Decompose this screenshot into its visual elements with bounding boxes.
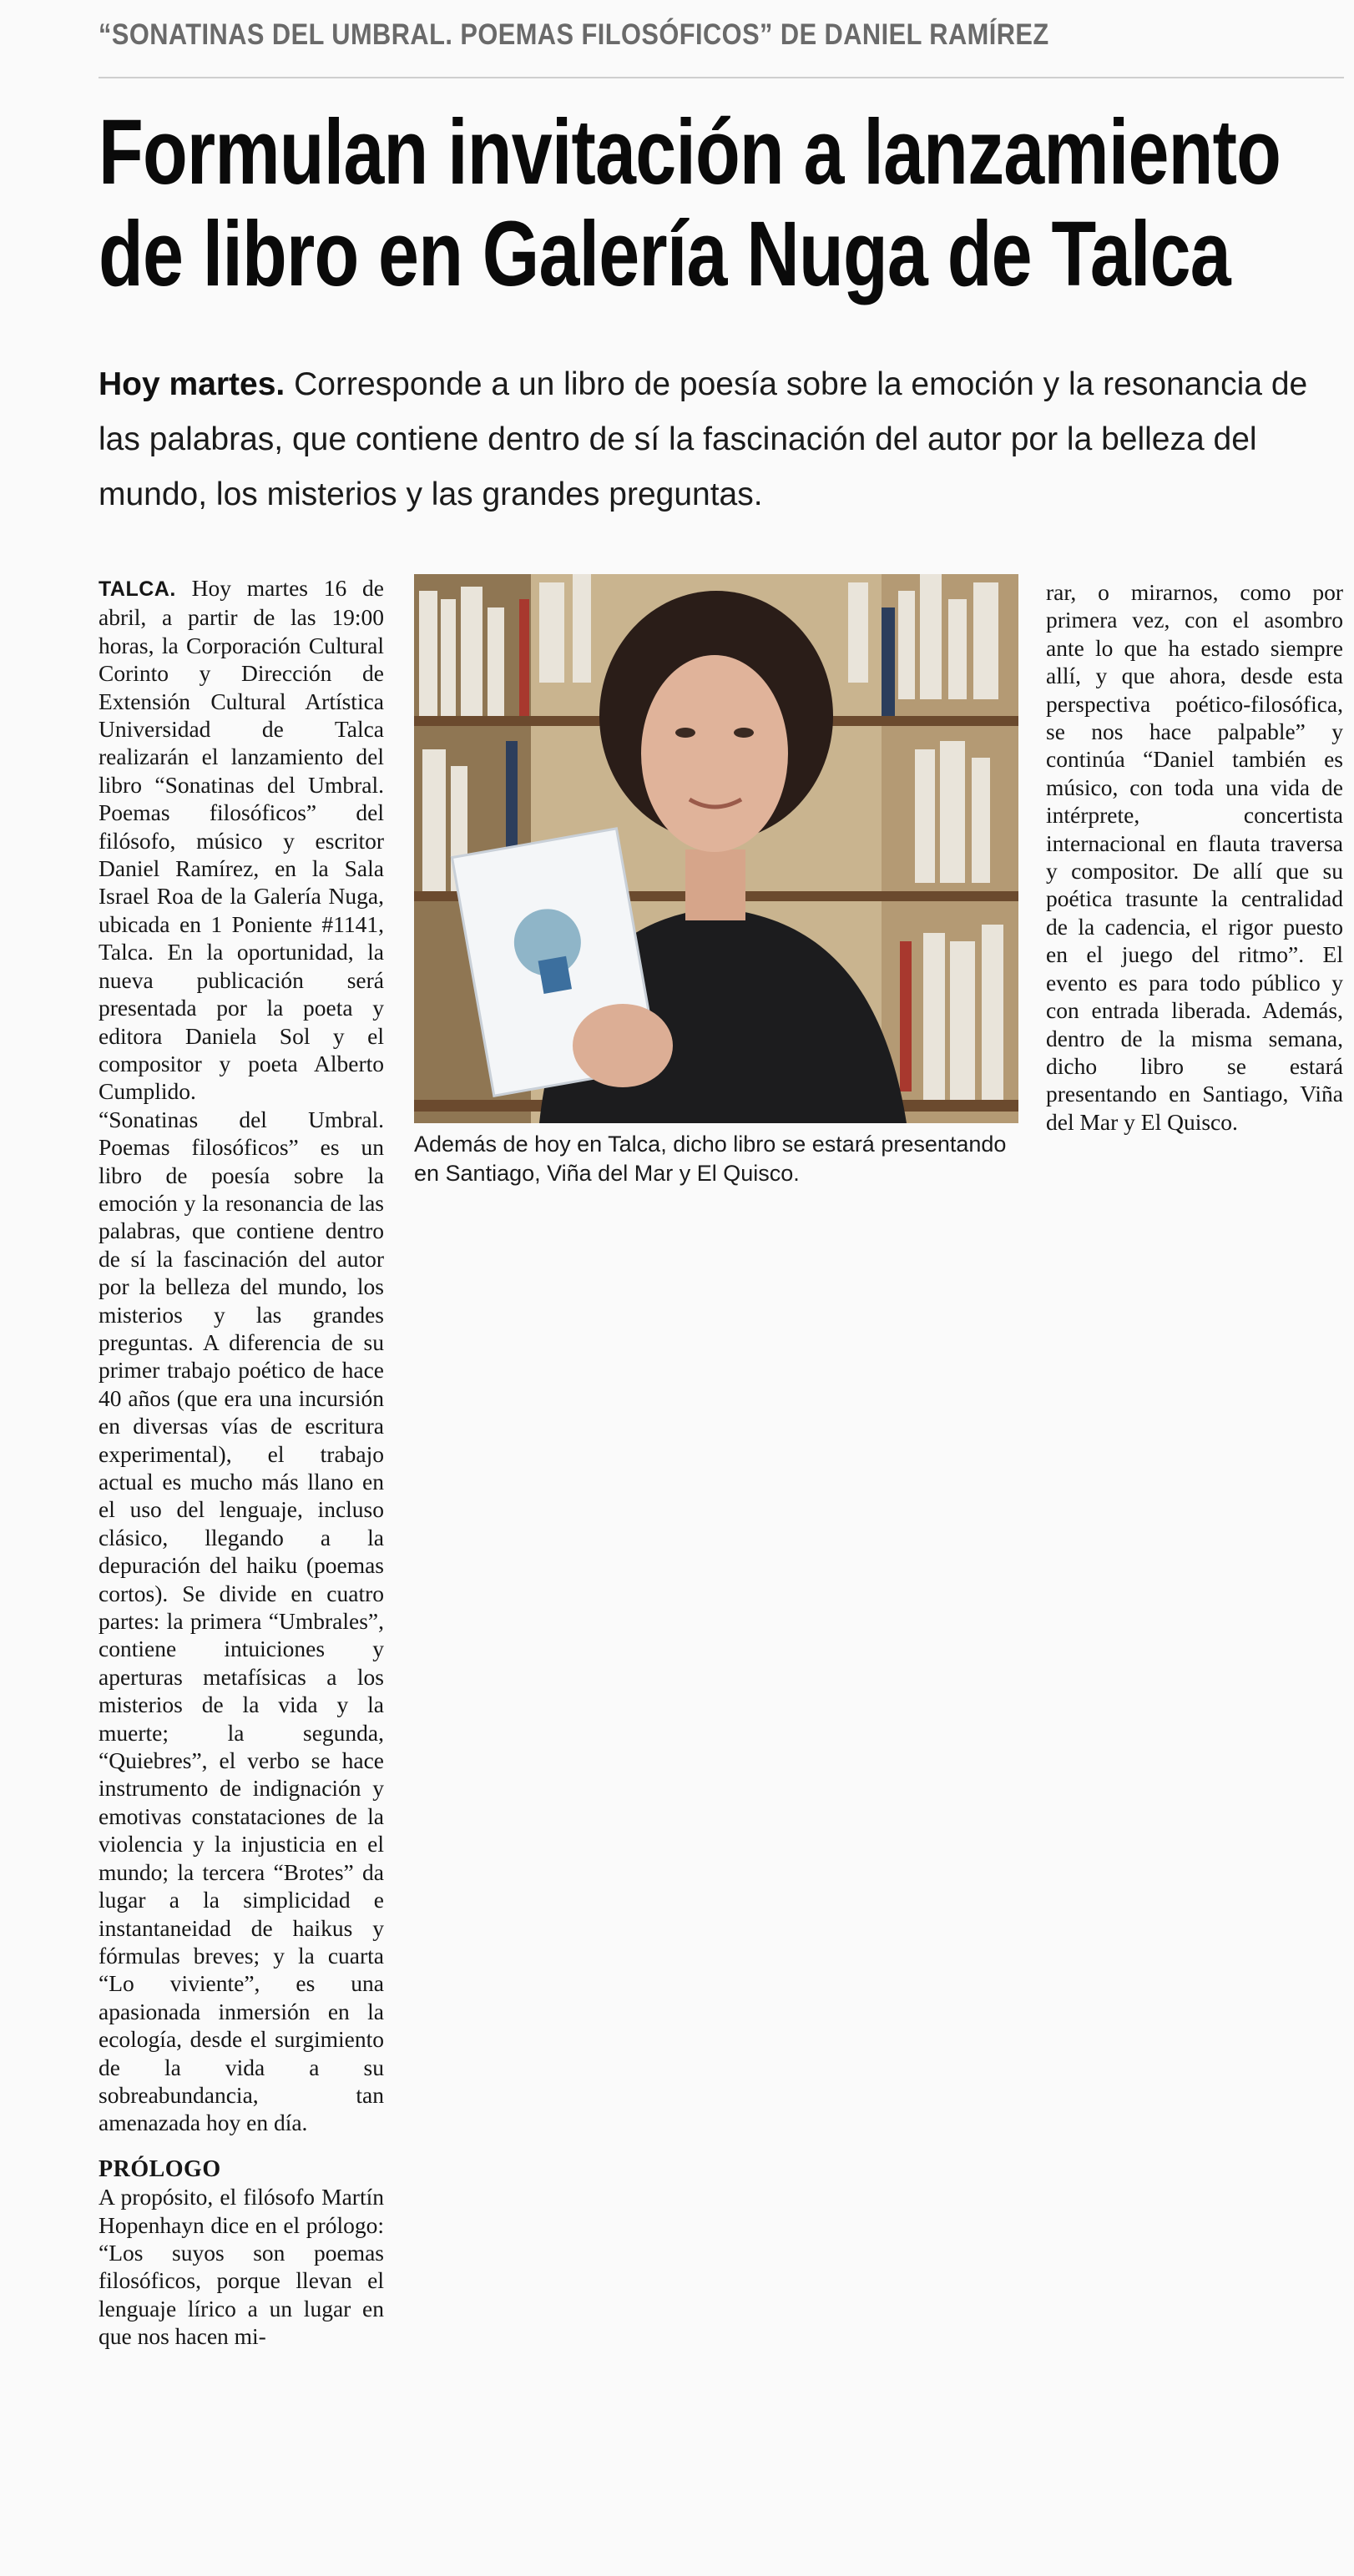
body-paragraph-4: rar, o mirarnos, como por primera vez, con el asombro ante lo que ha estado siempre allí, y que ahora, desde esta perspectiva poético-filosófica, se nos hace palpable” y continúa “Daniel también es músico, con toda una vida de intérprete, concertista internacional en flauta traversa y compositor. De allí que su poética trasunte la centralidad de la cadencia, el rigor puesto en el juego del ritmo”. El evento es para todo público y con entrada liberada. Además, dentro de la misma semana, dicho libro se estará presentando en Santiago, Viña del Mar y El Quisco.: [1046, 579, 1343, 1135]
kicker-divider: [99, 77, 1344, 78]
photo-caption: Además de hoy en Talca, dicho libro se estará presentando en Santiago, Viña del Mar y El Quisco.: [414, 1132, 1007, 1186]
paragraph-1-text: Hoy martes 16 de abril, a partir de las 19:00 horas, la Corporación Cultural Corinto y Dirección de Extensión Cultural Artística Universidad de Talca realizarán el lanzamiento del libro “Sonatinas del Umbral. Poemas filosóficos” del filósofo, músico y escritor Daniel Ramírez, en la Sala Israel Roa de la Galería Nuga, ubicada en 1 Poniente #1141, Talca. En la oportunidad, la nueva publicación será presentada por la poeta y editora Daniela Sol y el compositor y poeta Alberto Cumplido.: [99, 575, 385, 1105]
body-paragraph-1: [99, 574, 384, 1106]
deck-lead: Hoy martes.: [99, 366, 285, 402]
article-kicker: “SONATINAS DEL UMBRAL. POEMAS FILOSÓFICOS” DE DANIEL RAMÍREZ: [99, 18, 1049, 51]
deck-text: Corresponde a un libro de poesía sobre la emoción y la resonancia de las palabras, que contiene dentro de sí la fascinación del autor por la belleza del mundo, los misterios y las grandes preguntas.: [99, 366, 1308, 512]
headline-line-2: de libro en Galería Nuga de Talca: [99, 203, 1230, 305]
body-column-3: [1046, 578, 1343, 1136]
article-headline: [99, 102, 1301, 305]
section-subhead: PRÓLOGO: [99, 2155, 221, 2182]
article-photo: [414, 574, 1018, 1123]
body-paragraph-2: “Sonatinas del Umbral. Poemas filosóficos” es un libro de poesía sobre la emoción y la resonancia de las palabras, que contiene dentro de sí la fascinación del autor por la belleza del mundo, los misterios y las grandes preguntas. A diferencia de su primer trabajo poético de hace 40 años (que era una incursión en diversas vías de escritura experimental), el trabajo actual es mucho más llano en el uso del lenguaje, incluso clásico, llegando a la depuración del haiku (poemas cortos). Se divide en cuatro partes: la primera “Umbrales”, contiene intuiciones y aperturas metafísicas a los misterios de la vida y la muerte; la segunda, “Quiebres”, el verbo se hace instrumento de indignación y emotivas constataciones de la violencia y la injusticia en el mundo; la tercera “Brotes” da lugar a la simplicidad e instantaneidad de haikus y fórmulas breves; y la cuarta “Lo viviente”, es una apasionada inmersión en la ecología, desde el surgimiento de la vida a su sobreabundancia, tan amenazada hoy en día.: [99, 1106, 384, 2136]
author-photo-illustration: [414, 574, 1018, 1123]
body-paragraph-3: A propósito, el filósofo Martín Hopenhayn dice en el prólogo: “Los suyos son poemas filosóficos, porque llevan el lenguaje lírico a un lugar en que nos hacen mi-: [99, 2184, 384, 2350]
body-column-1: [99, 574, 384, 2351]
headline-line-1: Formulan invitación a lanzamiento: [99, 101, 1281, 204]
dateline: TALCA.: [99, 577, 176, 601]
article-deck: [99, 357, 1342, 522]
